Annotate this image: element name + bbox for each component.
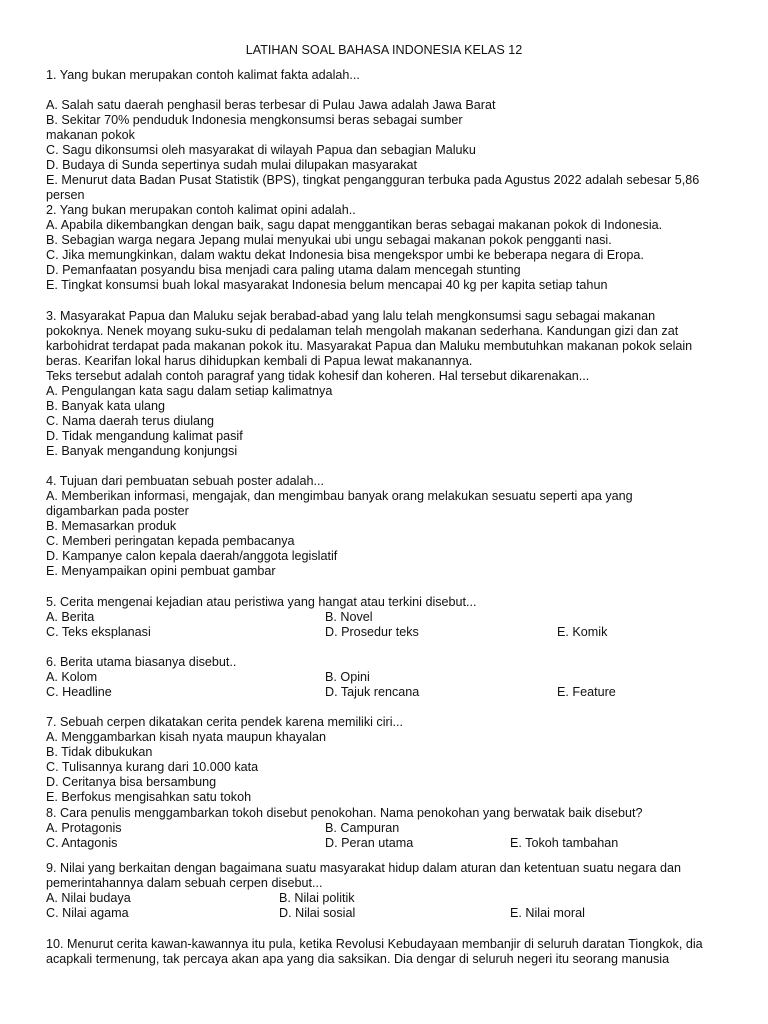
q10-passage-line: acapkali termenung, tak percaya akan apa yang dia saksikan. Dia dengar di seluruh negeri itu seorang manusia (46, 952, 670, 966)
q4-option-e: E. Menyampaikan opini pembuat gambar (46, 564, 276, 578)
q9-option-b: B. Nilai politik (279, 891, 355, 905)
q4-option-a-cont: digambarkan pada poster (46, 504, 189, 518)
q9-option-e: E. Nilai moral (510, 906, 585, 920)
q4-option-d: D. Kampanye calon kepala daerah/anggota legislatif (46, 549, 338, 563)
q8-option-c: C. Antagonis (46, 836, 118, 850)
q7-option-d: D. Ceritanya bisa bersambung (46, 775, 217, 789)
q9-option-d: D. Nilai sosial (279, 906, 356, 920)
q3-passage-line: 3. Masyarakat Papua dan Maluku sejak berabad-abad yang lalu telah mengkonsumsi sagu sebagai makanan (46, 309, 656, 323)
q5-question: 5. Cerita mengenai kejadian atau peristiwa yang hangat atau terkini disebut... (46, 595, 477, 609)
q6-option-d: D. Tajuk rencana (325, 685, 420, 699)
q2-option-c: C. Jika memungkinkan, dalam waktu dekat Indonesia bisa mengekspor umbi ke beberapa negara di Eropa. (46, 248, 644, 262)
q7-option-b: B. Tidak dibukukan (46, 745, 153, 759)
q3-passage-line: beras. Kearifan lokal harus dihidupkan kembali di Papua lewat makanannya. (46, 354, 473, 368)
q1-option-b-cont: makanan pokok (46, 128, 135, 142)
q2-option-d: D. Pemanfaatan posyandu bisa menjadi cara paling utama dalam mencegah stunting (46, 263, 521, 277)
q6-option-a: A. Kolom (46, 670, 98, 684)
q3-passage-line: pokoknya. Nenek moyang suku-suku di pedalaman telah mengolah makanan sederhana. Kandungan gizi dan zat (46, 324, 679, 338)
q6-option-c: C. Headline (46, 685, 112, 699)
q3-passage-line: karbohidrat terdapat pada makanan pokok itu. Masyarakat Papua dan Maluku membutuhkan makanan pokok selain (46, 339, 693, 353)
q8-question: 8. Cara penulis menggambarkan tokoh disebut penokohan. Nama penokohan yang berwatak baik disebut? (46, 806, 643, 820)
q1-option-b: B. Sekitar 70% penduduk Indonesia mengkonsumsi beras sebagai sumber (46, 113, 463, 127)
q3-option-b: B. Banyak kata ulang (46, 399, 166, 413)
q1-option-e: E. Menurut data Badan Pusat Statistik (BPS), tingkat pengangguran terbuka pada Agustus 2022 adalah sebesar 5,86 (46, 173, 700, 187)
q6-option-b: B. Opini (325, 670, 370, 684)
q8-option-e: E. Tokoh tambahan (510, 836, 619, 850)
q9-question-cont: pemerintahannya dalam sebuah cerpen disebut... (46, 876, 323, 890)
q9-option-c: C. Nilai agama (46, 906, 129, 920)
q4-question: 4. Tujuan dari pembuatan sebuah poster adalah... (46, 474, 324, 488)
q2-option-e: E. Tingkat konsumsi buah lokal masyarakat Indonesia belum mencapai 40 kg per kapita setiap tahun (46, 278, 608, 292)
q3-option-a: A. Pengulangan kata sagu dalam setiap kalimatnya (46, 384, 333, 398)
q1-option-d: D. Budaya di Sunda sepertinya sudah mulai dilupakan masyarakat (46, 158, 418, 172)
q4-option-b: B. Memasarkan produk (46, 519, 177, 533)
q9-option-a: A. Nilai budaya (46, 891, 131, 905)
q1-option-a: A. Salah satu daerah penghasil beras terbesar di Pulau Jawa adalah Jawa Barat (46, 98, 496, 112)
q8-option-b: B. Campuran (325, 821, 400, 835)
document-title: LATIHAN SOAL BAHASA INDONESIA KELAS 12 (245, 43, 523, 57)
q3-option-c: C. Nama daerah terus diulang (46, 414, 215, 428)
q4-option-a: A. Memberikan informasi, mengajak, dan mengimbau banyak orang melakukan sesuatu seperti apa yang (46, 489, 633, 503)
q2-question: 2. Yang bukan merupakan contoh kalimat opini adalah.. (46, 203, 356, 217)
q6-question: 6. Berita utama biasanya disebut.. (46, 655, 237, 669)
q10-passage-line: 10. Menurut cerita kawan-kawannya itu pula, ketika Revolusi Kebudayaan membanjir di seluruh daratan Tiongkok, dia (46, 937, 703, 951)
q2-option-b: B. Sebagian warga negara Jepang mulai menyukai ubi ungu sebagai makanan pokok pengganti nasi. (46, 233, 612, 247)
q8-option-a: A. Protagonis (46, 821, 122, 835)
q1-option-c: C. Sagu dikonsumsi oleh masyarakat di wilayah Papua dan sebagian Maluku (46, 143, 476, 157)
q7-question: 7. Sebuah cerpen dikatakan cerita pendek karena memiliki ciri... (46, 715, 404, 729)
q8-option-d: D. Peran utama (325, 836, 414, 850)
q7-option-a: A. Menggambarkan kisah nyata maupun khayalan (46, 730, 327, 744)
q5-option-a: A. Berita (46, 610, 95, 624)
q5-option-e: E. Komik (557, 625, 608, 639)
q6-option-e: E. Feature (557, 685, 616, 699)
q5-option-b: B. Novel (325, 610, 373, 624)
q3-question: Teks tersebut adalah contoh paragraf yang tidak kohesif dan koheren. Hal tersebut dikarenakan... (46, 369, 590, 383)
q3-option-e: E. Banyak mengandung konjungsi (46, 444, 238, 458)
q4-option-c: C. Memberi peringatan kepada pembacanya (46, 534, 295, 548)
q1-question: 1. Yang bukan merupakan contoh kalimat fakta adalah... (46, 68, 360, 82)
q3-option-d: D. Tidak mengandung kalimat pasif (46, 429, 243, 443)
q9-question: 9. Nilai yang berkaitan dengan bagaimana suatu masyarakat hidup dalam aturan dan ketentuan suatu negara dan (46, 861, 682, 875)
q7-option-c: C. Tulisannya kurang dari 10.000 kata (46, 760, 259, 774)
q5-option-d: D. Prosedur teks (325, 625, 419, 639)
q2-option-a: A. Apabila dikembangkan dengan baik, sagu dapat menggantikan beras sebagai makanan pokok di Indonesia. (46, 218, 663, 232)
q5-option-c: C. Teks eksplanasi (46, 625, 151, 639)
q7-option-e: E. Berfokus mengisahkan satu tokoh (46, 790, 252, 804)
q1-option-e-cont: persen (46, 188, 85, 202)
